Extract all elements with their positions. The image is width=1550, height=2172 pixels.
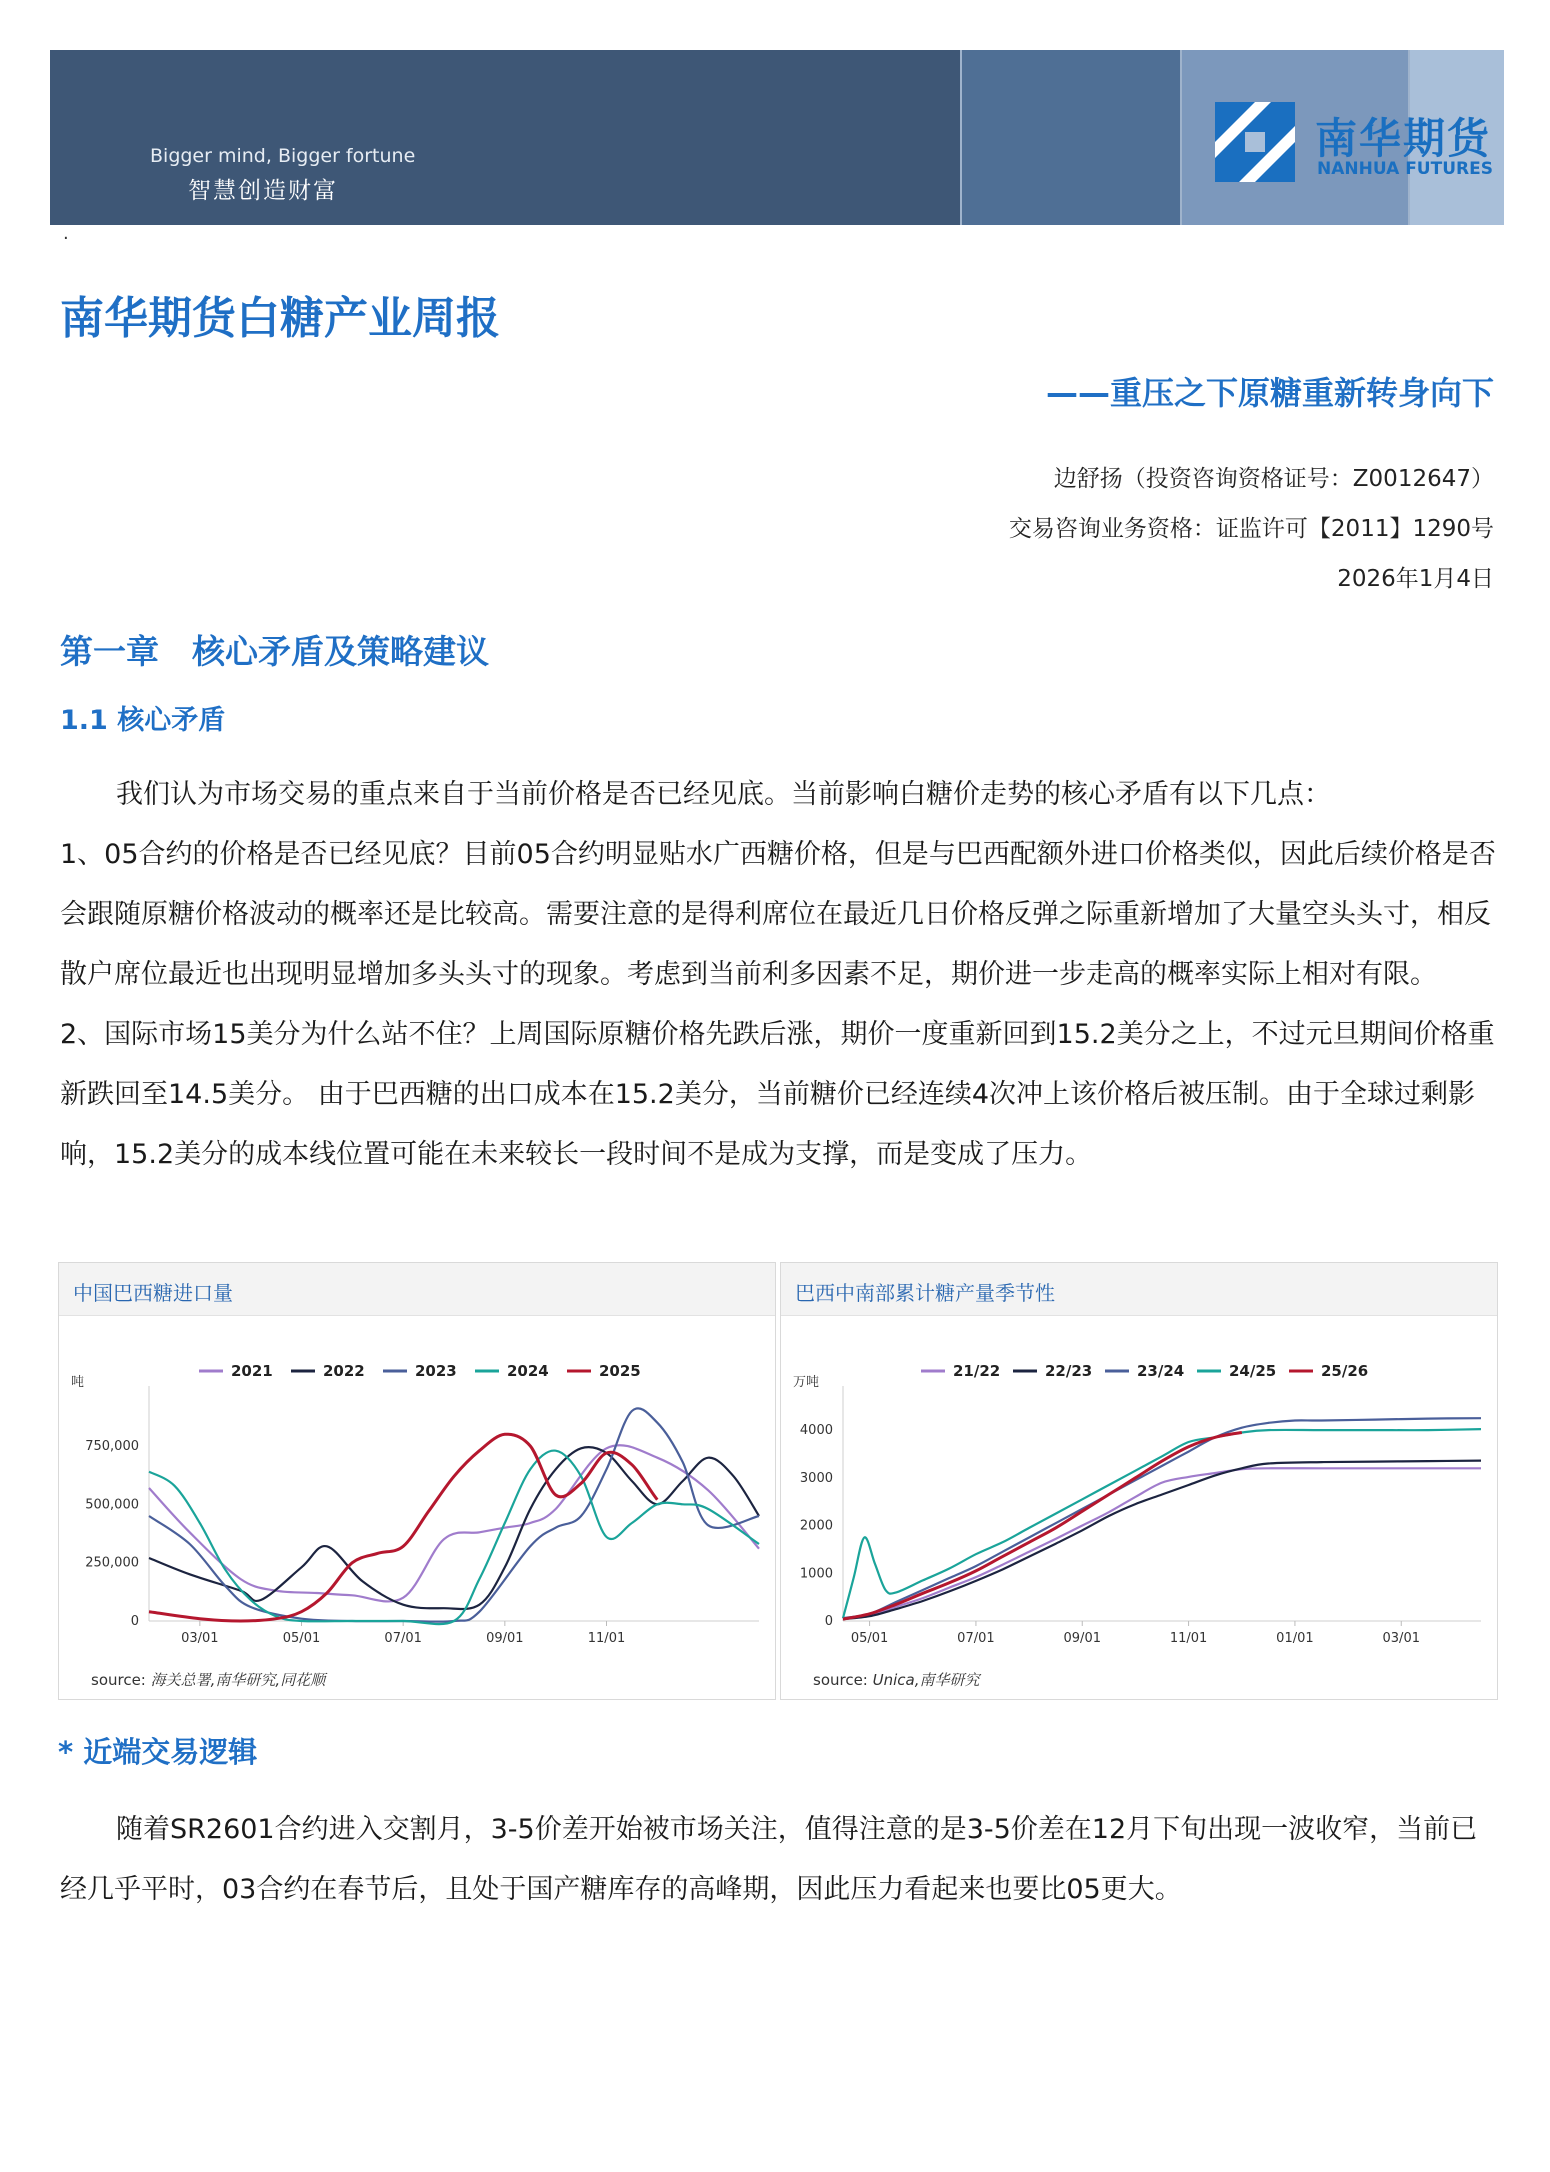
x-tick-label: 11/01 <box>1169 1631 1208 1646</box>
chart-header <box>59 1263 775 1316</box>
x-tick-label: 07/01 <box>384 1631 422 1646</box>
production-seasonality-chart <box>781 1316 1497 1666</box>
x-tick-label: 03/01 <box>181 1631 219 1646</box>
series-line <box>843 1433 1242 1620</box>
x-tick-label: 09/01 <box>1063 1631 1101 1646</box>
series-line <box>149 1447 759 1609</box>
logo-text: 南华期货 <box>1315 114 1492 163</box>
chart-title: 中国巴西糖进口量 <box>73 1281 233 1305</box>
legend-label: 2022 <box>323 1362 365 1380</box>
series-line <box>149 1445 759 1601</box>
chart-source <box>91 1669 325 1690</box>
logo-text-english: NANHUA FUTURES <box>1317 159 1493 179</box>
legend-label: 2021 <box>231 1362 273 1380</box>
y-tick-label: 0 <box>130 1614 139 1629</box>
series-line <box>843 1461 1481 1620</box>
y-tick-label: 2000 <box>799 1518 833 1534</box>
near-term-paragraph: 随着SR2601合约进入交割月，3-5价差开始被市场关注，值得注意的是3-5价差在12月下旬出现一波收窄，当前已经几乎平时，03合约在春节后，且处于国产糖库存的高峰期，因此压力看起来也要比05更大。 <box>60 1814 1478 1905</box>
banner-band <box>960 50 1180 225</box>
report-subtitle: ——重压之下原糖重新转身向下 <box>1045 374 1494 412</box>
import-volume-chart <box>59 1316 775 1666</box>
series-line <box>843 1429 1481 1618</box>
y-tick-label: 1000 <box>799 1566 833 1582</box>
legend-label: 2024 <box>507 1362 549 1380</box>
y-tick-label: 250,000 <box>85 1555 139 1571</box>
source-text: 海关总署,南华研究,同花顺 <box>150 1671 326 1689</box>
slogan-english: Bigger mind, Bigger fortune <box>150 145 416 167</box>
y-tick-label: 4000 <box>799 1423 833 1439</box>
chart-card-import <box>58 1262 776 1700</box>
y-tick-label: 500,000 <box>85 1497 139 1513</box>
legend-label: 21/22 <box>953 1362 1001 1380</box>
x-tick-label: 05/01 <box>282 1631 321 1646</box>
section-heading-text: 近端交易逻辑 <box>83 1735 258 1769</box>
chart-title: 巴西中南部累计糖产量季节性 <box>795 1281 1055 1305</box>
y-axis-unit-label: 万吨 <box>793 1375 820 1390</box>
x-tick-label: 05/01 <box>850 1631 889 1646</box>
intro-paragraph: 我们认为市场交易的重点来自于当前价格是否已经见底。当前影响白糖价走势的核心矛盾有以下几点： <box>116 779 1331 810</box>
legend-label: 2025 <box>599 1362 641 1380</box>
legend-label: 25/26 <box>1321 1362 1369 1380</box>
chart-card-production <box>780 1262 1498 1700</box>
legend-label: 2023 <box>415 1362 457 1380</box>
source-text: Unica,南华研究 <box>872 1671 980 1689</box>
y-tick-label: 750,000 <box>85 1439 139 1454</box>
x-tick-label: 01/01 <box>1276 1631 1314 1646</box>
chapter-heading: 第一章 核心矛盾及策略建议 <box>60 632 489 671</box>
company-logo <box>1215 102 1495 182</box>
banner-divider <box>960 50 962 225</box>
asterisk-marker: * <box>58 1735 74 1769</box>
y-axis-unit-label: 吨 <box>71 1375 85 1390</box>
legend-label: 23/24 <box>1137 1362 1185 1380</box>
chart-source <box>813 1669 980 1690</box>
source-label: source: <box>91 1671 146 1689</box>
report-date: 2026年1月4日 <box>1337 566 1494 592</box>
point-1-paragraph: 1、05合约的价格是否已经见底？目前05合约明显贴水广西糖价格，但是与巴西配额外进口价格类似，因此后续价格是否会跟随原糖价格波动的概率还是比较高。需要注意的是得利席位在最近几日价格反弹之际重新增加了大量空头头寸，相反散户席位最近也出现明显增加多头头寸的现象。考虑到当前利多因素不足，期价进一步走高的概率实际上相对有限。 <box>60 839 1496 990</box>
report-title: 南华期货白糖产业周报 <box>60 293 500 344</box>
y-tick-label: 3000 <box>799 1470 833 1486</box>
x-tick-label: 09/01 <box>486 1631 524 1646</box>
x-tick-label: 07/01 <box>957 1631 995 1646</box>
point-2-paragraph: 2、国际市场15美分为什么站不住？上周国际原糖价格先跌后涨，期价一度重新回到15.2美分之上，不过元旦期间价格重新跌回至14.5美分。 由于巴西糖的出口成本在15.2美分，当前糖价已经连续4次冲上该价格后被压制。由于全球过剩影响，15.2美分的成本线位置可能在未来较长一段时间不是成为支撑，而是变成了压力。 <box>60 1019 1495 1170</box>
author-line: 边舒扬（投资咨询资格证号：Z0012647） <box>1053 466 1494 492</box>
banner-divider <box>1180 50 1182 225</box>
section-heading-near-term <box>58 1730 257 1771</box>
bullet-dot: · <box>63 228 69 249</box>
source-label: source: <box>813 1671 868 1689</box>
section-heading: 1.1 核心矛盾 <box>60 705 226 736</box>
legend-label: 22/23 <box>1045 1362 1093 1380</box>
y-tick-label: 0 <box>824 1614 833 1629</box>
x-tick-label: 11/01 <box>587 1631 626 1646</box>
legend-label: 24/25 <box>1229 1362 1277 1380</box>
body-text-2 <box>60 1800 1496 1920</box>
series-line <box>149 1434 657 1621</box>
chart-header <box>781 1263 1497 1316</box>
logo-mark-icon <box>1215 102 1295 182</box>
header-banner <box>50 50 1504 225</box>
license-line: 交易咨询业务资格：证监许可【2011】1290号 <box>1008 516 1494 542</box>
body-text <box>60 765 1496 1185</box>
x-tick-label: 03/01 <box>1382 1631 1420 1646</box>
slogan-chinese: 智慧创造财富 <box>188 178 338 204</box>
